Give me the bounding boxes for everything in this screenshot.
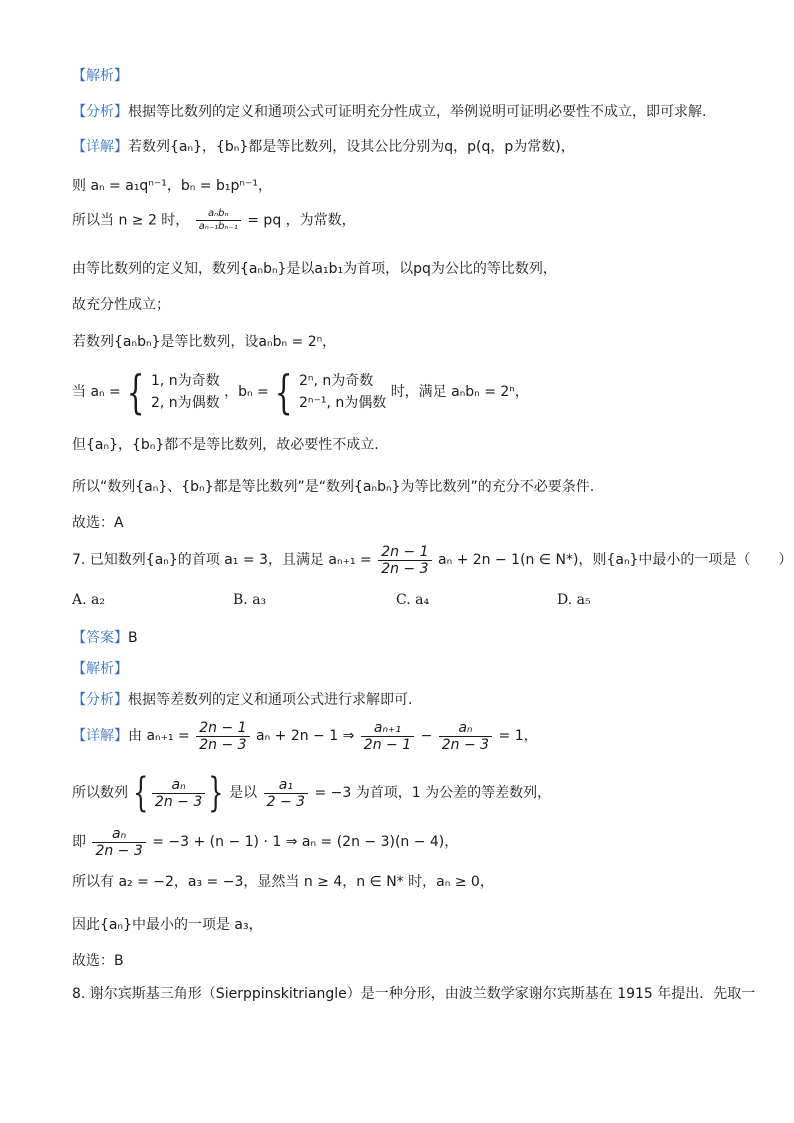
q7-answer-line [72,628,138,648]
detail-tag: 【详解】 [72,139,128,155]
q7-d1-frac1-num: 2n − 1 [196,720,249,737]
q6-choice: 故选：A [72,515,124,531]
q6-line3-frac-den: aₙ₋₁bₙ₋₁ [198,221,238,232]
q7-d1-mid: aₙ + 2n − 1 ⇒ [256,728,355,744]
q7-detail-line1 [72,717,538,755]
analysis-tag: 【分析】 [72,692,128,708]
q7-d2-frac2-num: a₁ [264,777,308,794]
q7-stem-fraction [378,544,431,577]
q7-answer: B [128,630,138,646]
q6-cases-b [299,370,386,414]
q6-line2: 则 aₙ = a₁qⁿ⁻¹，bₙ = b₁pⁿ⁻¹， [72,178,272,194]
q7-d1-minus: − [420,728,433,744]
analysis-heading: 【解析】 [72,68,128,84]
q7-d2-frac2-den: 2 − 3 [266,793,306,810]
q7-option-b: B. a₃ [233,592,267,608]
q7-d1-frac1-den: 2n − 3 [199,736,247,753]
q7-d3-frac [92,826,145,859]
q6-line3-post: = pq ，为常数， [247,212,356,229]
right-brace-icon: } [208,770,224,816]
q7-d1-frac3-den: 2n − 3 [441,736,490,753]
q7-d2-frac2 [264,777,308,810]
q6-line7-post: 时，满足 aₙbₙ = 2ⁿ， [390,384,529,400]
q6-line8: 但{aₙ}，{bₙ}都不是等比数列，故必要性不成立. [72,437,379,453]
q6-detail-text1: 若数列{aₙ}，{bₙ}都是等比数列，设其公比分别为q，p(q，p为常数)， [128,139,575,155]
q7-stem-frac-num: 2n − 1 [378,544,431,561]
q7-stem-pre: 7. 已知数列{aₙ}的首项 a₁ = 3，且满足 aₙ₊₁ = [72,552,372,568]
q7-d3-frac-num: aₙ [92,826,145,843]
q6-line5: 故充分性成立； [72,297,170,313]
q7-choice: 故选：B [72,953,124,969]
q7-d1-frac2-num: aₙ₊₁ [361,720,414,737]
left-brace-icon: { [127,365,145,419]
q6-case-a2: 2, n为偶数 [150,395,220,411]
q7-d2-pre: 所以数列 [72,785,128,801]
q7-analysis-line [72,690,412,710]
q6-line9: 所以“数列{aₙ}、{bₙ}都是等比数列”是“数列{aₙbₙ}为等比数列”的充分不必要条件. [72,479,595,495]
q8-stem: 8. 谢尔宾斯基三角形（Sierppinskitriangle）是一种分形，由波兰数学家谢尔宾斯基在 1915 年提出．先取一 [72,986,756,1002]
q7-d1-frac3 [439,720,492,753]
detail-tag: 【详解】 [72,728,128,744]
analysis-tag: 【分析】 [72,104,128,120]
answer-tag: 【答案】 [72,630,128,646]
q6-line6: 若数列{aₙbₙ}是等比数列，设aₙbₙ = 2ⁿ， [72,334,337,350]
q7-stem-post: aₙ + 2n − 1(n ∈ N*)，则{aₙ}中最小的一项是（ ） [437,552,793,568]
q6-case-b1: 2ⁿ, n为奇数 [298,373,374,389]
q7-detail-line3 [72,823,458,861]
q6-line4: 由等比数列的定义知，数列{aₙbₙ}是以a₁b₁为首项，以pq为公比的等比数列， [72,261,557,277]
q7-d3-pre: 即 [72,834,86,850]
q7-d1-pre: 由 aₙ₊₁ = [128,728,190,744]
q7-detail-line2 [72,770,551,816]
q6-line7-pre: 当 aₙ = [72,384,121,400]
q6-line3 [72,208,356,233]
q6-line7-mid: ，bₙ = [224,384,269,400]
q7-d2-post: = −3 为首项，1 为公差的等差数列， [314,785,552,801]
q7-d2-mid: 是以 [229,785,258,801]
q7-analysis-text: 根据等差数列的定义和通项公式进行求解即可. [128,692,413,708]
q7-detail-line4: 所以有 a₂ = −2，a₃ = −3，显然当 n ≥ 4，n ∈ N* 时，aₙ ≥ 0， [72,874,494,890]
q7-d2-frac1 [152,777,205,810]
q7-d1-frac3-num: aₙ [439,720,492,737]
q7-d1-post: = 1， [498,728,538,744]
left-brace-icon: { [275,365,293,419]
q7-d2-frac1-num: aₙ [152,777,205,794]
q7-d1-frac2 [361,720,414,753]
q7-d3-post: = −3 + (n − 1) · 1 ⇒ aₙ = (2n − 3)(n − 4)， [152,834,459,850]
q6-line3-frac-num: aₙbₙ [196,208,241,221]
left-brace-icon: { [133,770,149,816]
q6-line3-pre: 所以当 n ≥ 2 时， [72,212,190,229]
q6-cases-a [151,370,220,414]
analysis-heading: 【解析】 [72,661,128,677]
q6-case-a1: 1, n为奇数 [150,373,220,389]
q6-case-b2: 2ⁿ⁻¹, n为偶数 [298,395,387,411]
q6-line7 [72,365,529,419]
q7-option-d: D. a₅ [557,592,591,608]
q7-d1-frac1 [196,720,249,753]
q7-detail-line5: 因此{aₙ}中最小的一项是 a₃， [72,917,263,933]
q6-analysis-text: 根据等比数列的定义和通项公式可证明充分性成立，举例说明可证明必要性不成立，即可求解. [128,104,707,120]
q7-d2-frac1-den: 2n − 3 [154,793,203,810]
q7-option-a: A. a₂ [72,592,105,608]
q6-detail-line1 [72,137,575,157]
q7-d3-frac-den: 2n − 3 [95,842,143,859]
q7-stem-frac-den: 2n − 3 [381,560,429,577]
q6-line3-fraction [196,208,241,233]
q7-stem [72,542,792,578]
q6-analysis-line [72,102,706,122]
q7-option-c: C. a₄ [396,592,430,608]
q7-d1-frac2-den: 2n − 1 [363,736,412,753]
